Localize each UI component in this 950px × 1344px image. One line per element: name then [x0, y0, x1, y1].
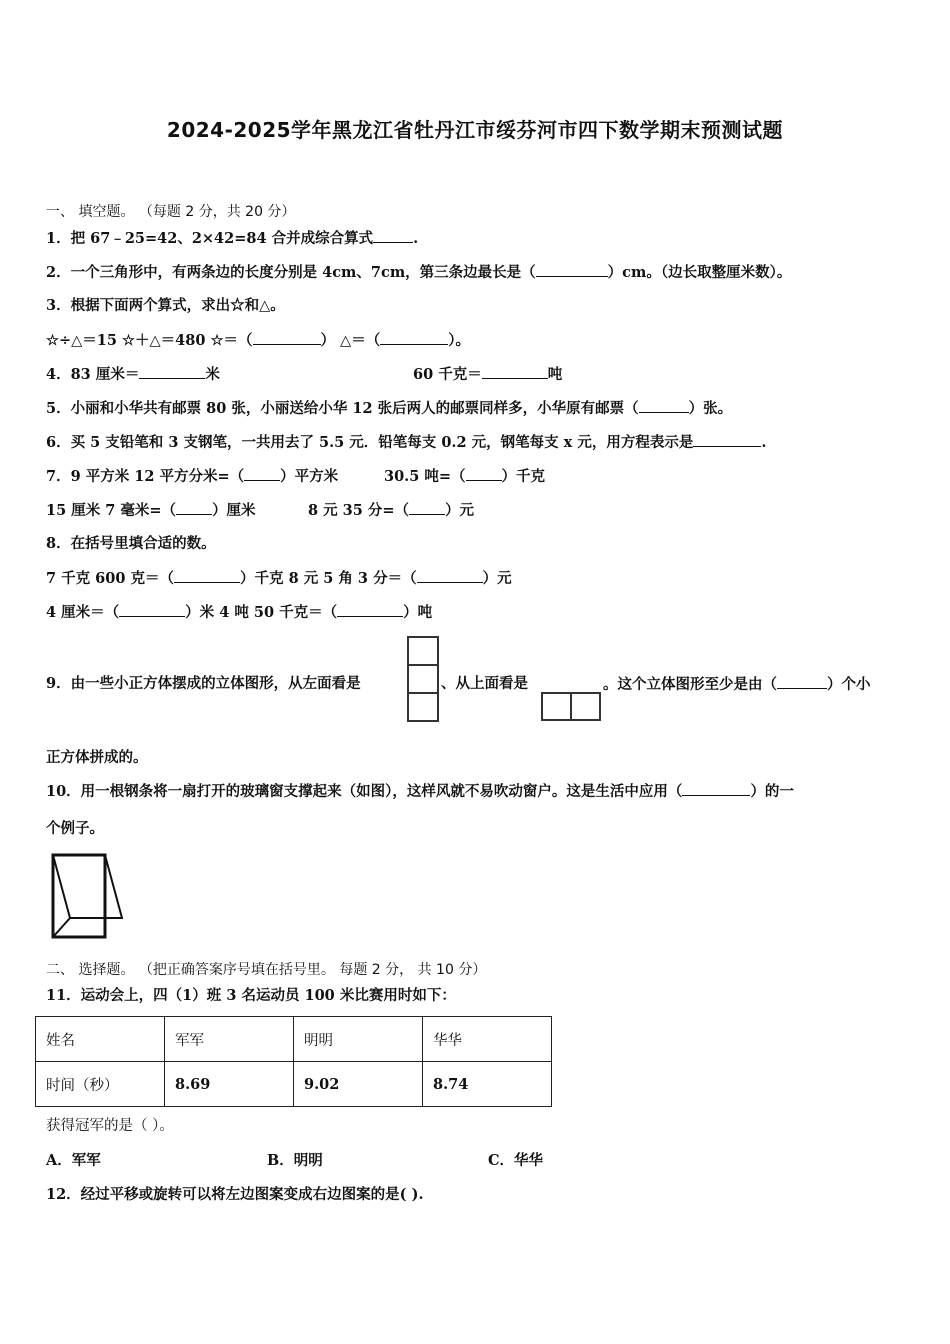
question-3-mid: ） △＝（ [320, 332, 381, 349]
results-table [35, 1016, 552, 1107]
table-cell: 军军 [165, 1017, 294, 1062]
question-8-part-f: ）吨 [403, 604, 433, 621]
question-1-text: 1．把 67﹣25=42、2×42=84 合并成综合算式 [46, 230, 374, 247]
table-cell: 9.02 [294, 1062, 423, 1107]
table-cell: 8.74 [423, 1062, 552, 1107]
question-4a [46, 364, 220, 385]
top-view-square-2 [570, 692, 601, 721]
answer-blank[interactable] [639, 398, 689, 413]
left-view-square-3 [407, 692, 439, 722]
table-row [36, 1062, 552, 1107]
question-4b-text: 60 千克＝ [413, 366, 482, 383]
question-8-line-1 [46, 568, 512, 589]
question-8-part-e: ）米 4 吨 50 千克＝（ [185, 604, 338, 621]
window-frame [53, 855, 105, 937]
question-4b-unit: 吨 [547, 366, 563, 383]
question-3: 3．根据下面两个算式，求出☆和△。 [46, 297, 285, 314]
question-4a-unit: 米 [205, 366, 220, 383]
question-2-end: ）cm。（边长取整厘米数）。 [607, 264, 792, 281]
question-7-line-2b [308, 500, 474, 521]
question-6-text: 6．买 5 支铅笔和 3 支钢笔，一共用去了 5.5 元．铅笔每支 0.2 元，钢笔每支 x 元，用方程表示是 [46, 434, 694, 451]
question-4b [413, 364, 562, 385]
section-1-header: 一、 填空题。 （每题 2 分，共 20 分） [46, 204, 296, 220]
answer-blank[interactable] [337, 602, 403, 617]
question-9-text-e: 正方体拼成的。 [46, 749, 148, 766]
question-7-part-a: 7．9 平方米 12 平方分米=（ [46, 468, 245, 485]
question-9-text-b: 、从上面看是 [441, 675, 528, 692]
question-3-equations [46, 330, 470, 351]
question-7-line-1b [384, 466, 545, 487]
section-2-header: 二、 选择题。 （把正确答案序号填在括号里。 每题 2 分， 共 10 分） [46, 962, 487, 978]
question-12: 12．经过平移或旋转可以将左边图案变成右边图案的是( ). [46, 1186, 424, 1203]
question-9-part-d: ）个小 [827, 676, 871, 693]
table-cell: 明明 [294, 1017, 423, 1062]
question-4a-text: 4．83 厘米＝ [46, 366, 140, 383]
question-9-part-c: 。这个立体图形至少是由（ [603, 676, 777, 693]
window-figure [48, 852, 128, 942]
question-7-part-e: 15 厘米 7 毫米=（ [46, 502, 177, 519]
left-view-square-2 [407, 664, 439, 694]
page-title: 2024-2025学年黑龙江省牡丹江市绥芬河市四下数学期末预测试题 [166, 118, 784, 142]
option-a[interactable]: A．军军 [46, 1152, 101, 1169]
question-10-end: ）的一 [750, 783, 794, 800]
answer-blank[interactable] [176, 500, 212, 515]
question-1-end: . [413, 230, 419, 247]
answer-blank[interactable] [253, 330, 321, 345]
question-7-part-b: ）平方米 [280, 468, 339, 485]
question-11-ask: 获得冠军的是（ ）。 [46, 1118, 174, 1134]
option-b[interactable]: B．明明 [267, 1152, 323, 1169]
table-cell: 8.69 [165, 1062, 294, 1107]
question-8-part-b: ）千克 8 元 5 角 3 分＝（ [240, 570, 417, 587]
window-pane [53, 855, 122, 918]
question-1 [46, 228, 418, 249]
question-10 [46, 781, 794, 802]
question-8-part-d: 4 厘米＝（ [46, 604, 120, 621]
question-8: 8．在括号里填合适的数。 [46, 535, 216, 552]
question-9-text-c [603, 674, 871, 695]
support-bar [53, 918, 70, 937]
question-9-text-a: 9．由一些小正方体摆成的立体图形，从左面看是 [46, 675, 361, 692]
option-c[interactable]: C．华华 [488, 1152, 544, 1169]
answer-blank[interactable] [682, 781, 750, 796]
question-7-line-1 [46, 466, 338, 487]
question-3-eq: ☆÷△＝15 ☆＋△＝480 ☆＝（ [46, 332, 253, 349]
question-7-part-h: ）元 [445, 502, 475, 519]
question-8-part-a: 7 千克 600 克＝（ [46, 570, 175, 587]
table-cell: 时间（秒） [36, 1062, 165, 1107]
question-8-line-2 [46, 602, 432, 623]
question-5-text: 5．小丽和小华共有邮票 80 张，小丽送给小华 12 张后两人的邮票同样多，小华原有邮票（ [46, 400, 639, 417]
table-cell: 华华 [423, 1017, 552, 1062]
question-6 [46, 432, 766, 453]
answer-blank[interactable] [409, 500, 445, 515]
question-7-part-f: ）厘米 [212, 502, 256, 519]
question-11: 11．运动会上，四（1）班 3 名运动员 100 米比赛用时如下： [46, 987, 456, 1004]
left-view-square-1 [407, 636, 439, 666]
question-10-cont: 个例子。 [46, 820, 104, 837]
answer-blank[interactable] [777, 674, 827, 689]
question-6-end: . [761, 434, 767, 451]
table-header-row [36, 1017, 552, 1062]
answer-blank[interactable] [244, 466, 280, 481]
question-8-part-c: ）元 [482, 570, 512, 587]
answer-blank[interactable] [417, 568, 483, 583]
question-2-text: 2．一个三角形中，有两条边的长度分别是 4cm、7cm，第三条边最长是（ [46, 264, 536, 281]
top-view-square-1 [541, 692, 572, 721]
answer-blank[interactable] [693, 432, 761, 447]
answer-blank[interactable] [373, 228, 413, 243]
question-7-part-g: 8 元 35 分=（ [308, 502, 410, 519]
answer-blank[interactable] [139, 364, 205, 379]
answer-blank[interactable] [380, 330, 448, 345]
question-10-text: 10．用一根钢条将一扇打开的玻璃窗支撑起来（如图），这样风就不易吹动窗户。这是生活中应用（ [46, 783, 683, 800]
answer-blank[interactable] [482, 364, 548, 379]
answer-blank[interactable] [536, 262, 608, 277]
question-5-end: ）张。 [688, 400, 733, 417]
question-7-line-2 [46, 500, 256, 521]
answer-blank[interactable] [119, 602, 185, 617]
question-2 [46, 262, 791, 283]
table-cell: 姓名 [36, 1017, 165, 1062]
question-5 [46, 398, 732, 419]
answer-blank[interactable] [466, 466, 502, 481]
question-7-part-c: 30.5 吨=（ [384, 468, 466, 485]
question-3-end: ）。 [448, 332, 470, 349]
question-7-part-d: ）千克 [501, 468, 546, 485]
answer-blank[interactable] [174, 568, 240, 583]
